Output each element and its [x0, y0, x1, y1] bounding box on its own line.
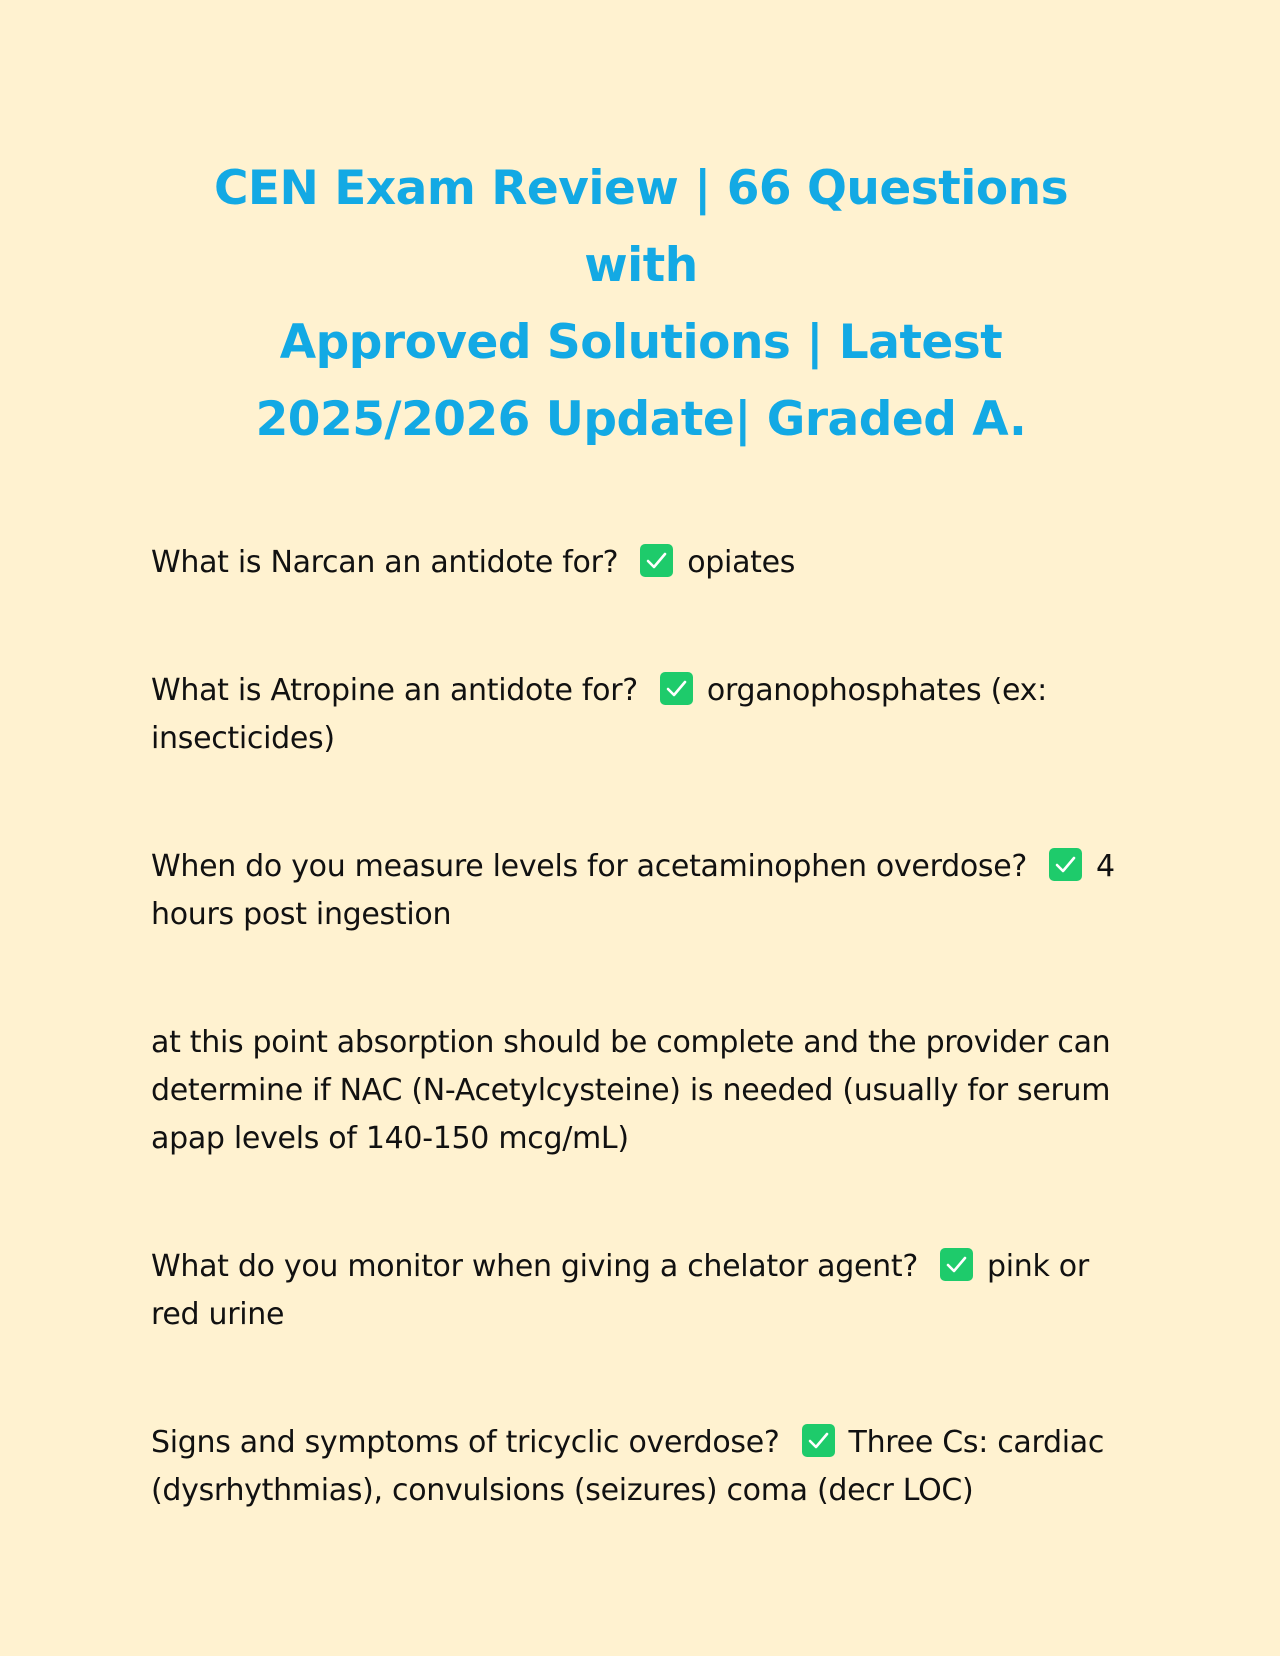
check-box-icon: [940, 1248, 973, 1281]
check-box-icon: [660, 672, 693, 705]
title-line: CEN Exam Review | 66 Questions with: [213, 161, 1069, 293]
answer-text: 4 hours post ingestion: [151, 849, 1115, 932]
note-text: at this point absorption should be complete and the provider can determine if NAC (N-Acetylcysteine) is needed (usually for serum apap levels of 140-150 mcg/mL): [151, 1025, 1111, 1156]
qa-item: [151, 843, 1131, 939]
question-text: What is Narcan an antidote for?: [151, 545, 619, 580]
answer-text: Three Cs: cardiac (dysrhythmias), convulsions (seizures) coma (decr LOC): [151, 1425, 1105, 1508]
answer-text: pink or red urine: [151, 1249, 1089, 1332]
check-box-icon: [802, 1424, 835, 1457]
answer-text: opiates: [687, 545, 796, 580]
qa-item: [151, 1419, 1131, 1515]
answer-text: organophosphates (ex: insecticides): [151, 673, 1047, 756]
qa-item: [151, 667, 1131, 763]
question-text: What do you monitor when giving a chelator agent?: [151, 1249, 918, 1284]
qa-list: [151, 539, 1131, 1515]
title-line: Approved Solutions | Latest: [279, 315, 1003, 370]
title-line: 2025/2026 Update| Graded A.: [255, 392, 1027, 447]
document-title: [151, 150, 1131, 458]
question-text: Signs and symptoms of tricyclic overdose?: [151, 1425, 780, 1460]
question-text: When do you measure levels for acetaminophen overdose?: [151, 849, 1027, 884]
document-page: [151, 150, 1131, 1595]
explanation-note: [151, 1019, 1131, 1163]
qa-item: [151, 539, 1131, 587]
question-text: What is Atropine an antidote for?: [151, 673, 638, 708]
qa-item: [151, 1243, 1131, 1339]
check-box-icon: [1049, 848, 1082, 881]
check-box-icon: [640, 544, 673, 577]
